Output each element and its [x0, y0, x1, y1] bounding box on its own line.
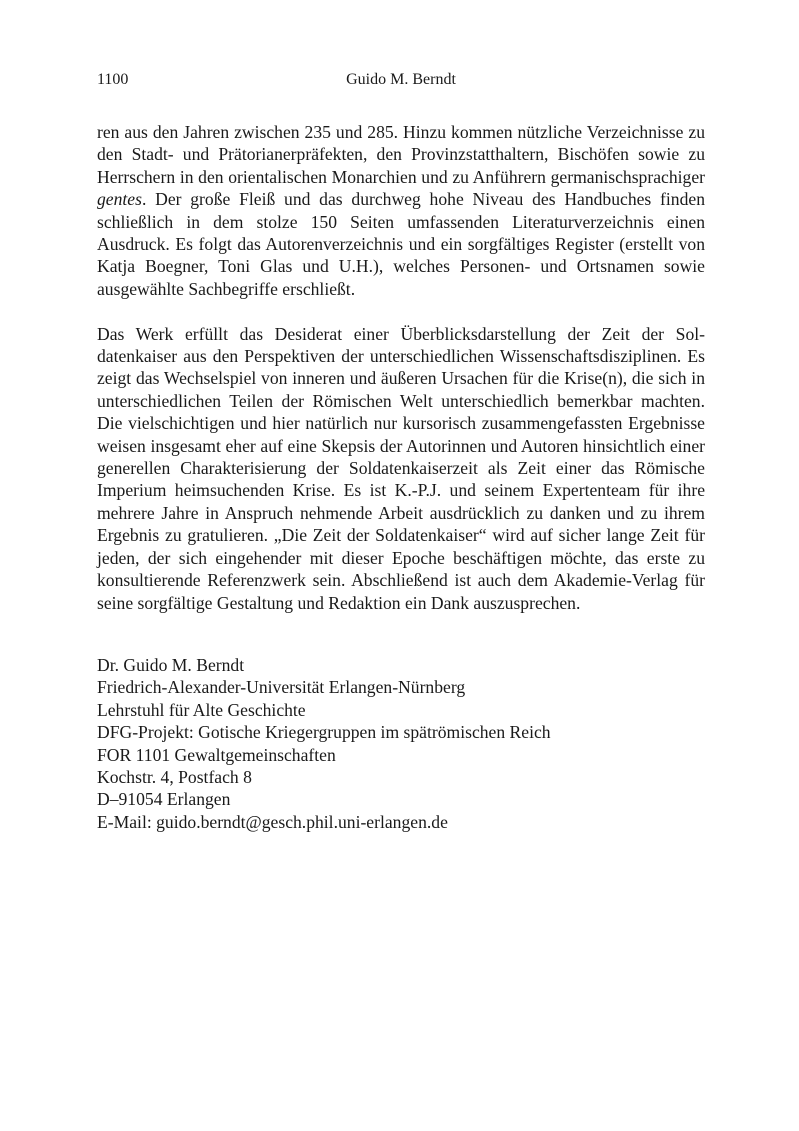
address-project: DFG-Projekt: Gotische Kriegergruppen im spätrömischen Reich: [97, 722, 551, 743]
address-university: Friedrich-Alexander-Universität Erlangen-Nürnberg: [97, 677, 466, 698]
author-address: [97, 654, 705, 833]
address-street: Kochstr. 4, Postfach 8: [97, 766, 252, 787]
paragraph-1-part-2: . Der große Fleiß und das durchweg hohe Niveau des Handbuches finden schließlich in dem stolze 150 Seiten umfassenden Literaturverzeichnis einen Ausdruck. Es folgt das Autorenverzeichnis und ein sorgfältiges Register (erstellt von Katja Boegner, Toni Glas und U.H.), welches Personen- und Ortsnamen sowie ausgewählte Sachbegriffe erschließt.: [97, 189, 705, 299]
address-name: Dr. Guido M. Berndt: [97, 654, 245, 675]
running-title: Guido M. Berndt: [346, 71, 456, 88]
address-chair: Lehrstuhl für Alte Geschichte: [97, 699, 306, 720]
page: [97, 70, 705, 833]
paragraph-1-part-1: ren aus den Jahren zwischen 235 und 285. Hinzu kommen nützliche Verzeichnisse zu den Stadt- und Prätorianerpräfekten, den Provinzstatthaltern, Bischöfen sowie zu Herrschern in den orientalischen Monarchien und zu Anführern germanischsprachiger: [97, 122, 705, 187]
paragraph-1: [97, 121, 705, 300]
body-text: [97, 121, 705, 614]
paragraph-1-italic-term: gentes: [97, 189, 142, 210]
address-city: D–91054 Erlangen: [97, 789, 231, 810]
address-email: E-Mail: guido.berndt@gesch.phil.uni-erlangen.de: [97, 811, 448, 832]
address-research-group: FOR 1101 Gewaltgemeinschaften: [97, 744, 336, 765]
paragraph-2: Das Werk erfüllt das Desiderat einer Überblicksdarstellung der Zeit der Soldatenkaiser aus den Perspektiven der unterschiedlichen Wissenschaftsdisziplinen. Es zeigt das Wechselspiel von inneren und äußeren Ursachen für die Krise(n), die sich in unterschiedlichen Teilen der Römischen Welt unterschiedlich bemerkbar machten. Die vielschichtigen und hier natürlich nur kursorisch zusammengefassten Ergebnisse weisen insgesamt eher auf eine Skepsis der Autorinnen und Autoren hinsichtlich einer generellen Charakterisierung der Soldatenkaiserzeit als Zeit einer das Römische Imperium heimsuchenden Krise. Es ist K.-P.J. und seinem Expertenteam für ihre mehrere Jahre in Anspruch nehmende Arbeit ausdrücklich zu danken und zu ihrem Ergebnis zu gratulieren. „Die Zeit der Soldatenkaiser“ wird auf sicher lange Zeit für jeden, der sich eingehender mit dieser Epoche beschäftigen möchte, das erste zu konsultierende Referenzwerk sein. Abschließend ist auch dem Akademie-Verlag für seine sorgfältige Gestaltung und Redaktion ein Dank auszusprechen.: [97, 323, 705, 613]
running-head: [97, 70, 705, 90]
page-number: 1100: [97, 71, 129, 88]
